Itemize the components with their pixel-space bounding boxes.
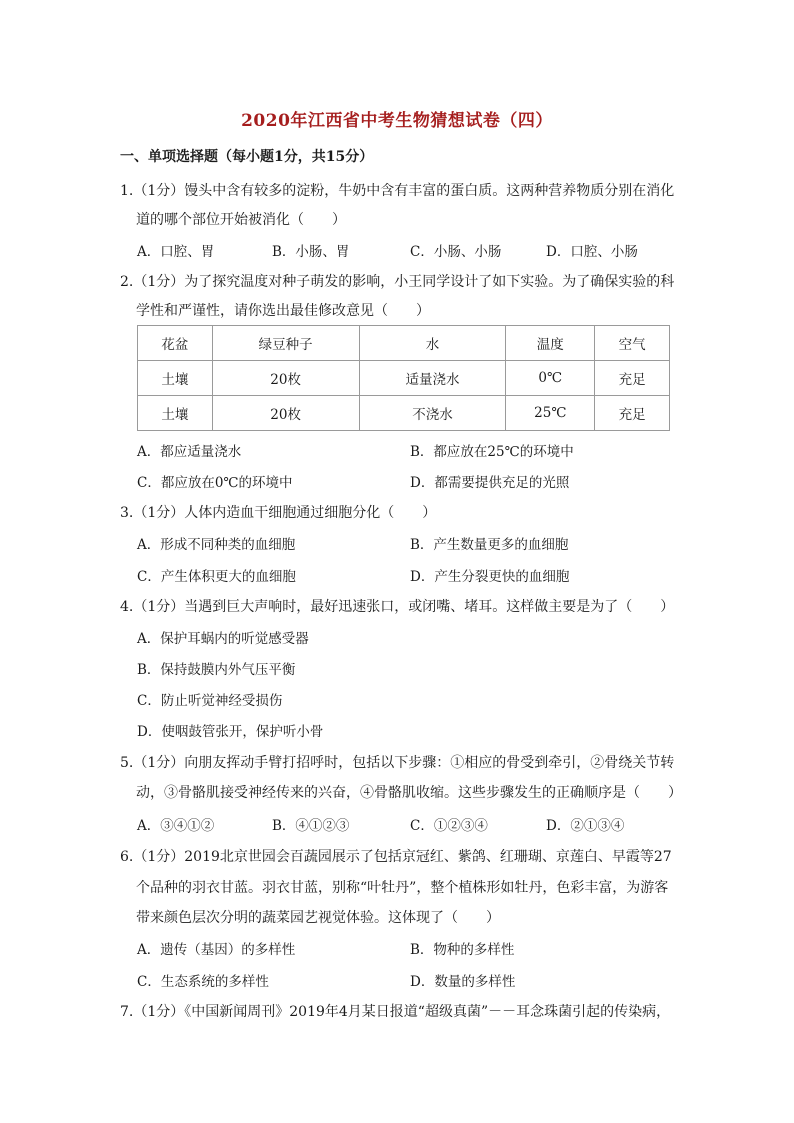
- q5-option-d: D．②①③④: [546, 818, 625, 834]
- table-cell: 25℃: [506, 396, 595, 431]
- q4-line-1: 4.（1分）当遇到巨大声响时，最好迅速张口，或闭嘴、堵耳。这样做主要是为了（ ）: [120, 599, 675, 615]
- q3-line-1: 3.（1分）人体内造血干细胞通过细胞分化（ ）: [120, 505, 437, 521]
- q2-option-a: A．都应适量浇水: [137, 444, 242, 460]
- table-cell: 充足: [595, 361, 670, 396]
- table-header-cell: 温度: [506, 326, 595, 361]
- table-header-cell: 水: [359, 326, 506, 361]
- q7-line-1: 7.（1分）《中国新闻周刊》2019年4月某日报道“超级真菌”－－耳念珠菌引起的传染病，: [120, 1004, 671, 1020]
- table-cell: 土壤: [138, 361, 213, 396]
- q6-line-1: 6.（1分）2019北京世园会百蔬园展示了包括京冠红、紫鸽、红珊瑚、京莲白、早霞等27: [120, 849, 672, 865]
- q2-option-c: C．都应放在0℃的环境中: [137, 475, 293, 491]
- q6-line-2: 个品种的羽衣甘蓝。羽衣甘蓝，别称“叶牡丹”，整个植株形如牡丹，色彩丰富，为游客: [136, 880, 669, 896]
- q6-option-d: D．数量的多样性: [410, 974, 516, 990]
- table-row: [138, 361, 670, 396]
- q4-option-b: B．保持鼓膜内外气压平衡: [137, 662, 296, 678]
- q1-option-b: B．小肠、胃: [272, 244, 350, 260]
- q6-option-c: C．生态系统的多样性: [137, 974, 269, 990]
- q4-option-d: D．使咽鼓管张开，保护听小骨: [137, 724, 324, 740]
- table-cell: 土壤: [138, 396, 213, 431]
- table-cell: 充足: [595, 396, 670, 431]
- table-cell: 适量浇水: [359, 361, 506, 396]
- table-header-row: [138, 326, 670, 361]
- q5-line-2: 动，③骨骼肌接受神经传来的兴奋，④骨骼肌收缩。这些步骤发生的正确顺序是（ ）: [136, 785, 682, 801]
- q6-option-b: B．物种的多样性: [410, 942, 515, 958]
- section-heading: 一、单项选择题（每小题1分，共15分）: [120, 149, 374, 165]
- table-row: [138, 396, 670, 431]
- q2-line-2: 学性和严谨性，请你选出最佳修改意见（ ）: [136, 303, 430, 319]
- q5-line-1: 5.（1分）向朋友挥动手臂打招呼时，包括以下步骤：①相应的骨受到牵引，②骨绕关节转: [120, 755, 675, 771]
- q4-option-a: A．保护耳蜗内的听觉感受器: [137, 631, 309, 647]
- q1-line-2: 道的哪个部位开始被消化（ ）: [136, 212, 346, 228]
- table-cell: 20枚: [212, 396, 359, 431]
- q3-option-a: A．形成不同种类的血细胞: [137, 537, 296, 553]
- table-cell: 不浇水: [359, 396, 506, 431]
- q1-line-1: 1.（1分）馒头中含有较多的淀粉，牛奶中含有丰富的蛋白质。这两种营养物质分别在消化: [120, 183, 675, 199]
- q2-option-b: B．都应放在25℃的环境中: [410, 444, 574, 460]
- q3-option-d: D．产生分裂更快的血细胞: [410, 569, 570, 585]
- q5-option-a: A．③④①②: [137, 818, 215, 834]
- q3-option-c: C．产生体积更大的血细胞: [137, 569, 296, 585]
- q1-option-a: A．口腔、胃: [137, 244, 215, 260]
- table-cell: 0℃: [506, 361, 595, 396]
- q5-option-b: B．④①②③: [272, 818, 350, 834]
- q2-option-d: D．都需要提供充足的光照: [410, 475, 570, 491]
- q6-option-a: A．遗传（基因）的多样性: [137, 942, 296, 958]
- q4-option-c: C．防止听觉神经受损伤: [137, 693, 283, 709]
- table-header-cell: 空气: [595, 326, 670, 361]
- q6-line-3: 带来颜色层次分明的蔬菜园艺视觉体验。这体现了（ ）: [136, 910, 500, 926]
- q3-option-b: B．产生数量更多的血细胞: [410, 537, 569, 553]
- page-title: 2020年江西省中考生物猜想试卷（四）: [241, 111, 553, 131]
- q5-option-c: C．①②③④: [410, 818, 488, 834]
- q1-option-d: D．口腔、小肠: [546, 244, 638, 260]
- experiment-table: [137, 325, 670, 431]
- table-cell: 20枚: [212, 361, 359, 396]
- q1-option-c: C．小肠、小肠: [410, 244, 502, 260]
- table-header-cell: 花盆: [138, 326, 213, 361]
- table-header-cell: 绿豆种子: [212, 326, 359, 361]
- q2-line-1: 2.（1分）为了探究温度对种子萌发的影响，小王同学设计了如下实验。为了确保实验的科: [120, 274, 675, 290]
